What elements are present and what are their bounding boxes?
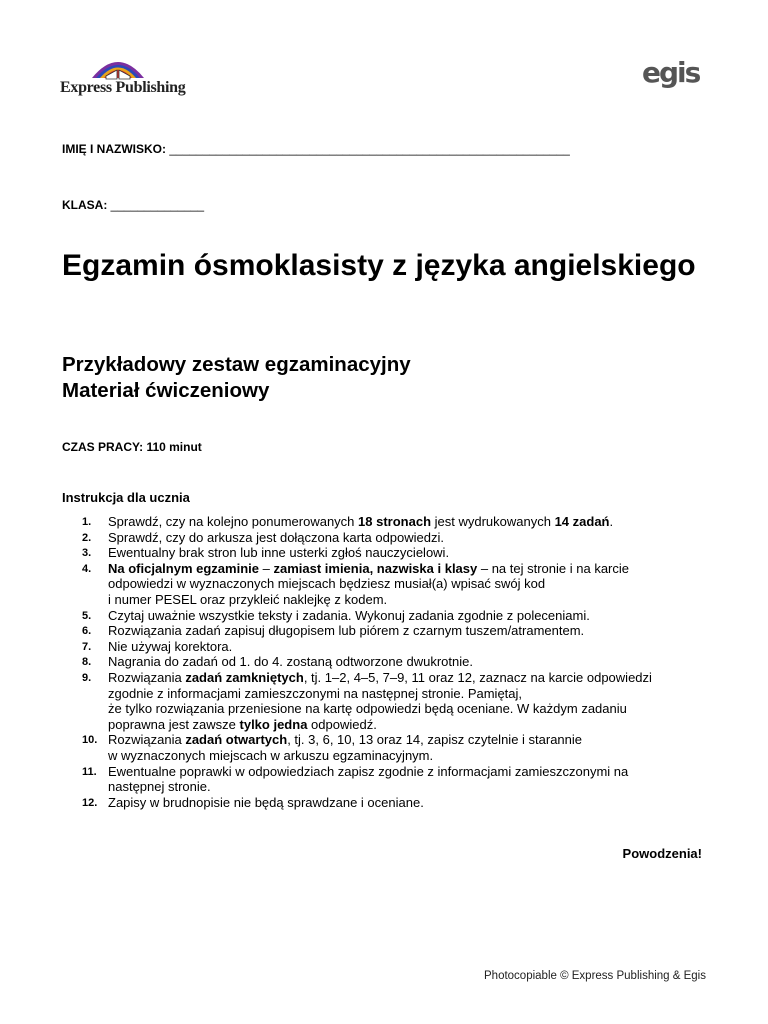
instruction-emphasis: tylko jedna [239,716,308,732]
instruction-text: Ewentualne poprawki w odpowiedziach zapisz zgodnie z informacjami zamieszczonymi na [108,763,629,779]
partner-logo-text: egis [642,56,700,89]
egis-logo [642,58,704,88]
instruction-item [62,623,712,639]
instruction-text: Rozwiązania [108,669,186,685]
instructions-heading: Instrukcja dla ucznia [62,490,190,505]
instruction-number: 6. [82,625,92,638]
exam-time: CZAS PRACY: 110 minut [62,440,202,454]
instruction-text: Rozwiązania [108,732,186,748]
instruction-text: – na tej stronie i na karcie [477,560,629,576]
student-name-blank: ____________________________________________________________ [169,142,570,156]
instruction-text: , tj. 1–2, 4–5, 7–9, 11 oraz 12, zaznacz na karcie odpowiedzi [303,669,652,685]
express-publishing-logo [60,52,190,102]
instruction-emphasis: zadań otwartych [185,732,288,748]
instruction-item [62,639,712,655]
instruction-text: – [259,560,274,576]
student-name-field [62,142,570,156]
instruction-text: zgodnie z informacjami zamieszczonymi na następnej stronie. Pamiętaj, [108,685,523,701]
instruction-number: 8. [82,656,92,669]
instruction-emphasis: 18 stronach [358,514,432,529]
publisher-logo-text: Express Publishing [60,79,186,96]
class-blank: ______________ [110,198,205,212]
instruction-item [62,608,712,624]
instruction-text: w wyznaczonych miejscach w arkuszu egzaminacyjnym. [108,747,434,763]
instruction-text: Ewentualny brak stron lub inne usterki zgłoś nauczycielowi. [108,545,450,561]
student-name-label: IMIĘ I NAZWISKO: [62,142,166,156]
instruction-item [62,530,712,546]
instruction-emphasis: Na oficjalnym egzaminie [108,560,259,576]
instruction-text: i numer PESEL oraz przykleić naklejkę z kodem. [108,591,388,607]
instruction-text: Sprawdź, czy do arkusza jest dołączona karta odpowiedzi. [108,529,445,545]
instruction-item [62,764,712,795]
instruction-item [62,670,712,732]
instruction-item [62,654,712,670]
instruction-text: Sprawdź, czy na kolejno ponumerowanych [108,514,359,529]
instruction-text: poprawna jest zawsze [108,716,240,732]
instruction-number: 7. [82,640,92,653]
instruction-number: 9. [82,671,92,684]
instruction-emphasis: zadań zamkniętych [185,669,304,685]
instruction-text: Czytaj uważnie wszystkie teksty i zadania. Wykonuj zadania zgodnie z poleceniami. [108,607,590,623]
instruction-text: Zapisy w brudnopisie nie będą sprawdzane i oceniane. [108,794,424,810]
instruction-text: odpowiedzi w wyznaczonych miejscach będziesz musiał(a) wpisać swój kod [108,576,546,592]
instruction-number: 11. [82,765,97,778]
instruction-text: Nagrania do zadań od 1. do 4. zostaną odtworzone dwukrotnie. [108,654,473,670]
instruction-item [62,732,712,763]
instructions-list [62,514,712,810]
instruction-text: Nie używaj korektora. [108,638,233,654]
instruction-item [62,545,712,561]
instruction-number: 1. [82,516,92,528]
instruction-text: Rozwiązania zadań zapisuj długopisem lub piórem z czarnym tuszem/atramentem. [108,623,585,639]
instruction-number: 4. [82,562,92,575]
instruction-text: że tylko rozwiązania przeniesione na kartę odpowiedzi będą oceniane. W każdym zadaniu [108,701,627,717]
exam-subtitle [62,352,722,404]
exam-title: Egzamin ósmoklasisty z języka angielskiego [62,249,696,282]
instruction-number: 10. [82,734,98,747]
instruction-text: odpowiedź. [307,716,377,732]
instruction-item [62,561,712,608]
instruction-number: 2. [82,531,92,544]
class-label: KLASA: [62,198,108,212]
instruction-number: 12. [82,796,98,809]
instruction-item [62,795,712,811]
open-book-rainbow-icon [86,52,150,80]
subtitle-line-1: Przykładowy zestaw egzaminacyjny [62,353,411,376]
subtitle-line-2: Materiał ćwiczeniowy [62,379,270,402]
instruction-text: jest wydrukowanych [431,514,555,529]
closing-text: Powodzenia! [622,846,702,861]
instruction-text: następnej stronie. [108,779,211,795]
instruction-text: . [609,514,614,529]
instruction-number: 5. [82,609,92,622]
instruction-emphasis: 14 zadań [554,514,610,529]
instruction-text: , tj. 3, 6, 10, 13 oraz 14, zapisz czytelnie i starannie [287,732,583,748]
instruction-number: 3. [82,547,92,560]
instruction-emphasis: zamiast imienia, nazwiska i klasy [273,560,478,576]
copyright-footer: Photocopiable © Express Publishing & Egis [484,970,706,982]
instruction-item [62,514,712,530]
class-field [62,198,204,212]
